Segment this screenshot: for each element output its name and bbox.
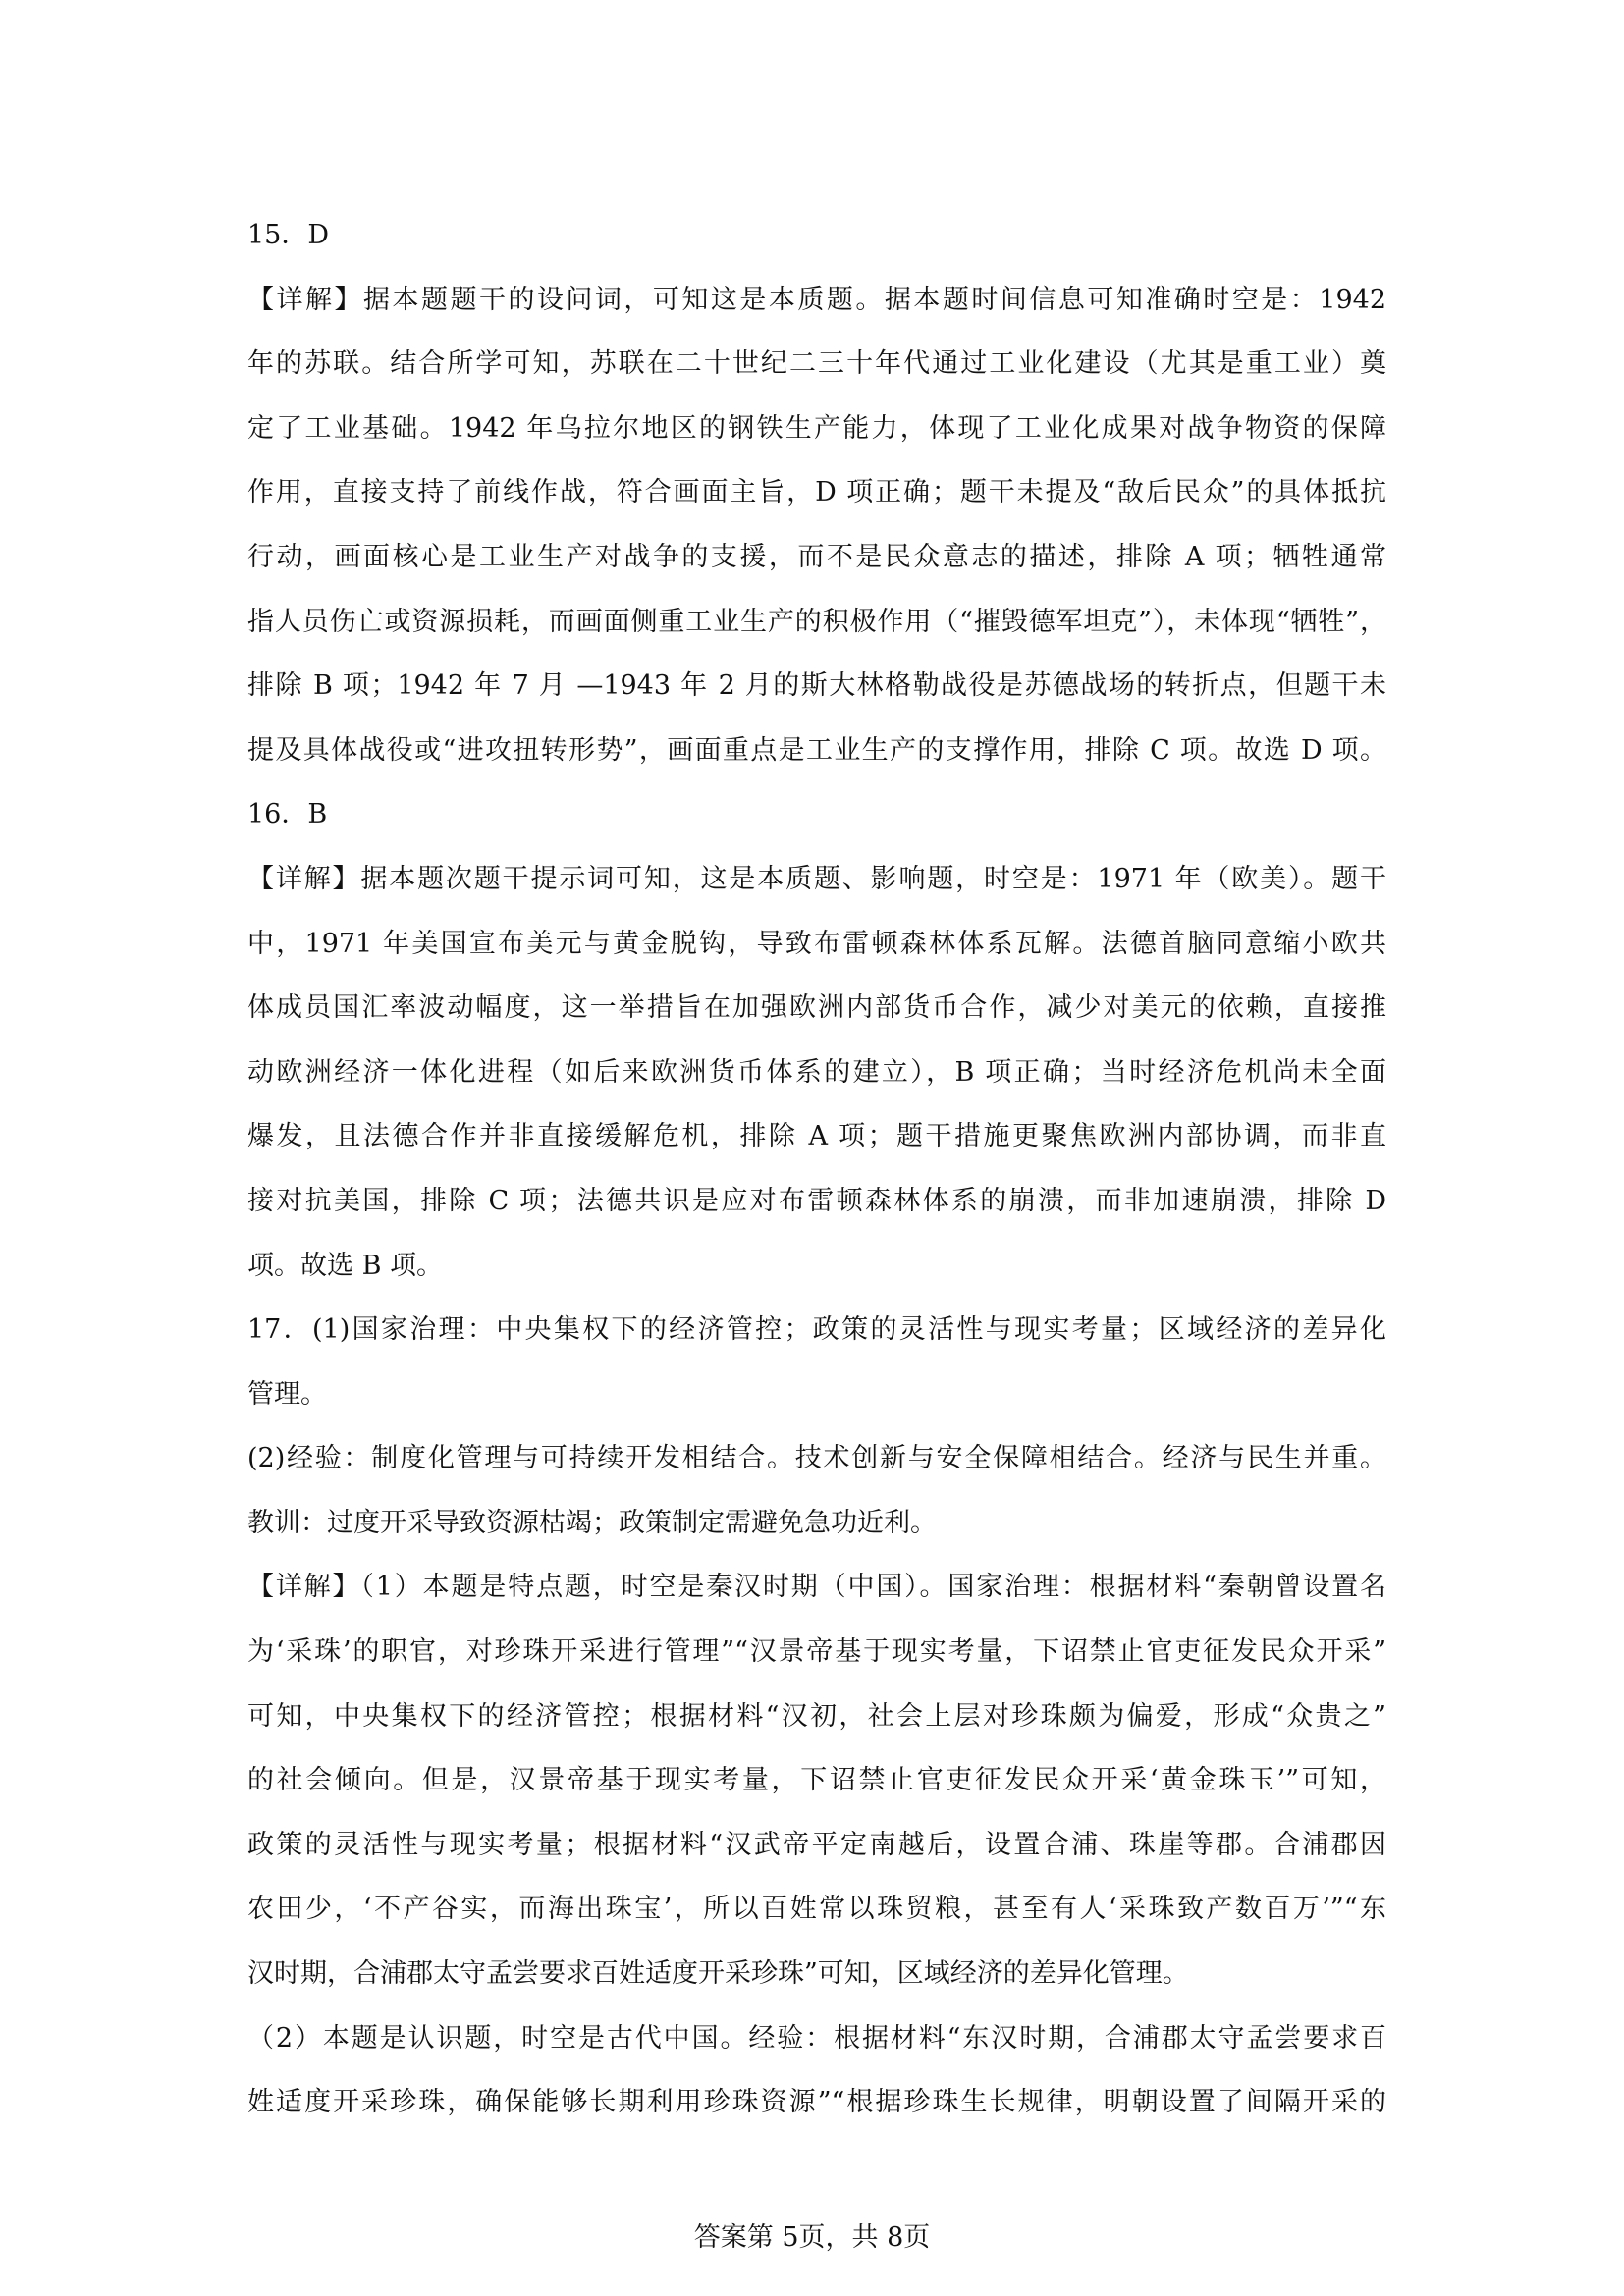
answer-heading-15: 15．D xyxy=(247,220,330,250)
paragraph-line: 的社会倾向。但是，汉景帝基于现实考量，下诏禁止官吏征发民众开采‘黄金珠玉’”可知， xyxy=(247,1765,1386,1796)
paragraph-line: 教训：过度开采导致资源枯竭；政策制定需避免急功近利。 xyxy=(247,1507,937,1538)
answer-content xyxy=(247,203,1386,2135)
paragraph-line: 排除 B 项；1942 年 7 月 —1943 年 2 月的斯大林格勒战役是苏德战场的转折点，但题干未 xyxy=(247,670,1386,702)
paragraph-line: 政策的灵活性与现实考量；根据材料“汉武帝平定南越后，设置合浦、珠崖等郡。合浦郡因 xyxy=(247,1829,1386,1860)
paragraph-line: 为‘采珠’的职官，对珍珠开采进行管理”“汉景帝基于现实考量，下诏禁止官吏征发民众开采” xyxy=(247,1636,1386,1668)
page-footer: 答案第 5页，共 8页 xyxy=(693,2222,931,2253)
paragraph-line: 中，1971 年美国宣布美元与黄金脱钩，导致布雷顿森林体系瓦解。法德首脑同意缩小欧共 xyxy=(247,928,1386,959)
paragraph-line: 管理。 xyxy=(247,1378,327,1410)
paragraph-line: 作用，直接支持了前线作战，符合画面主旨，D 项正确；题干未提及“敌后民众”的具体抵抗 xyxy=(247,477,1386,508)
paragraph-line: 项。故选 B 项。 xyxy=(247,1250,444,1281)
paragraph-line: 可知，中央集权下的经济管控；根据材料“汉初，社会上层对珍珠颇为偏爱，形成“众贵之” xyxy=(247,1700,1386,1732)
paragraph-line: 定了工业基础。1942 年乌拉尔地区的钢铁生产能力，体现了工业化成果对战争物资的保障 xyxy=(247,412,1386,444)
paragraph-line: 【详解】据本题题干的设问词，可知这是本质题。据本题时间信息可知准确时空是：1942 xyxy=(247,284,1386,315)
paragraph-line: 动欧洲经济一体化进程（如后来欧洲货币体系的建立），B 项正确；当时经济危机尚未全面 xyxy=(247,1056,1386,1088)
paragraph-line: 接对抗美国，排除 C 项；法德共识是应对布雷顿森林体系的崩溃，而非加速崩溃，排除 D xyxy=(247,1185,1386,1216)
paragraph-line: (2)经验：制度化管理与可持续开发相结合。技术创新与安全保障相结合。经济与民生并重。 xyxy=(247,1443,1386,1474)
answer-heading-17: 17．(1)国家治理：中央集权下的经济管控；政策的灵活性与现实考量；区域经济的差异化 xyxy=(247,1314,1386,1346)
paragraph-line: 【详解】据本题次题干提示词可知，这是本质题、影响题，时空是：1971 年（欧美）。题干 xyxy=(247,863,1386,894)
paragraph-line: 农田少，‘不产谷实，而海出珠宝’，所以百姓常以珠贸粮，甚至有人‘采珠致产数百万’”“东 xyxy=(247,1894,1386,1925)
paragraph-line: 体成员国汇率波动幅度，这一举措旨在加强欧洲内部货币合作，减少对美元的依赖，直接推 xyxy=(247,992,1386,1024)
paragraph-line: 姓适度开采珍珠，确保能够长期利用珍珠资源”“根据珍珠生长规律，明朝设置了间隔开采的 xyxy=(247,2087,1386,2118)
paragraph-line: 指人员伤亡或资源损耗，而画面侧重工业生产的积极作用（“摧毁德军坦克”），未体现“牺牲”， xyxy=(247,606,1386,637)
paragraph-line: 汉时期，合浦郡太守孟尝要求百姓适度开采珍珠”可知，区域经济的差异化管理。 xyxy=(247,1958,1189,1990)
paragraph-line: 年的苏联。结合所学可知，苏联在二十世纪二三十年代通过工业化建设（尤其是重工业）奠 xyxy=(247,348,1386,380)
paragraph-line: 行动，画面核心是工业生产对战争的支援，而不是民众意志的描述，排除 A 项；牺牲通常 xyxy=(247,541,1386,572)
paragraph-line: （2）本题是认识题，时空是古代中国。经验：根据材料“东汉时期，合浦郡太守孟尝要求百 xyxy=(247,2022,1386,2054)
paragraph-line: 提及具体战役或“进攻扭转形势”，画面重点是工业生产的支撑作用，排除 C 项。故选 D 项。 xyxy=(247,734,1386,766)
answer-heading-16: 16．B xyxy=(247,799,328,830)
paragraph-line: 爆发，且法德合作并非直接缓解危机，排除 A 项；题干措施更聚焦欧洲内部协调，而非直 xyxy=(247,1121,1386,1152)
paragraph-line: 【详解】（1）本题是特点题，时空是秦汉时期（中国）。国家治理：根据材料“秦朝曾设置名 xyxy=(247,1572,1386,1603)
